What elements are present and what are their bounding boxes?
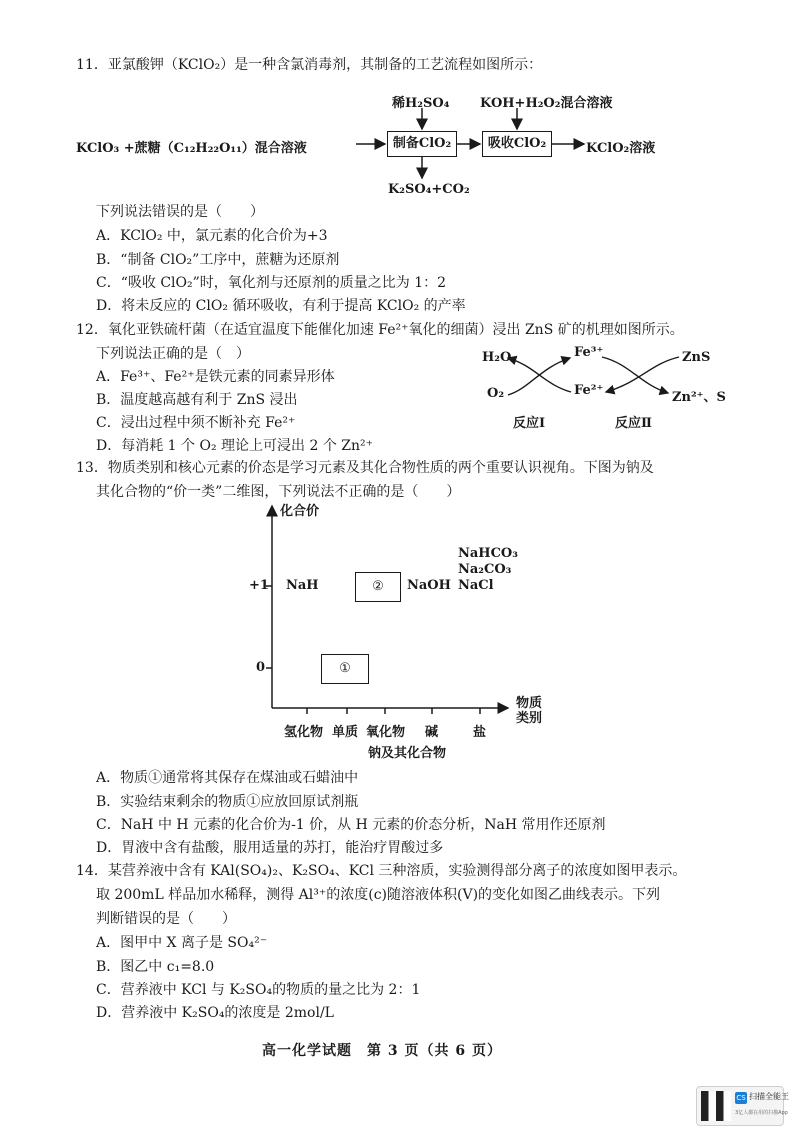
q12-option-c: C．浸出过程中须不断补充 Fe²⁺ — [96, 415, 296, 431]
q13-option-d: D．胃液中含有盐酸，服用适量的苏打，能治疗胃酸过多 — [96, 840, 444, 856]
chart-x-tick-hydride: 氢化物 — [284, 725, 324, 740]
qr-code-icon — [701, 1091, 731, 1121]
chart-x-tick-element: 单质 — [332, 725, 359, 740]
scanner-subtitle: 3亿人都在用的扫描App — [735, 1110, 788, 1116]
scanner-watermark — [696, 1086, 789, 1126]
q11-option-d: D．将未反应的 ClO₂ 循环吸收，有利于提高 KClO₂ 的产率 — [96, 298, 466, 314]
label-reaction-2: 反应Ⅱ — [615, 416, 652, 431]
q14-stem-line3: 判断错误的是（ ） — [96, 911, 236, 927]
label-h2o: H₂O — [482, 350, 512, 365]
q12-option-d: D．每消耗 1 个 O₂ 理论上可浸出 2 个 Zn²⁺ — [96, 438, 374, 454]
q14-option-d: D．营养液中 K₂SO₄的浓度是 2mol/L — [96, 1005, 334, 1021]
chart-box-1: ① — [321, 654, 369, 684]
chart-point-naoh: NaOH — [407, 578, 451, 593]
x-axis-label-line2: 类别 — [516, 711, 543, 726]
reagent-koh-h2o2: KOH+H₂O₂混合溶液 — [480, 96, 613, 111]
q11-question: 下列说法错误的是（ ） — [96, 204, 264, 220]
flow-step-absorb-clo2: 吸收ClO₂ — [482, 131, 552, 157]
q14-option-a: A．图甲中 X 离子是 SO₄²⁻ — [96, 935, 268, 951]
q14-option-b: B．图乙中 c₁=8.0 — [96, 959, 215, 975]
reagent-dilute-h2so4: 稀H₂SO₄ — [392, 96, 450, 111]
q11-option-c: C．“吸收 ClO₂”时，氧化剂与还原剂的质量之比为 1：2 — [96, 275, 447, 291]
flow-output: KClO₂溶液 — [586, 141, 656, 156]
salt-na2co3: Na₂CO₃ — [458, 562, 512, 577]
camscanner-logo-icon: CS — [736, 1094, 746, 1102]
label-o2: O₂ — [487, 386, 505, 401]
label-fe3: Fe³⁺ — [574, 345, 604, 360]
flow-byproduct: K₂SO₄+CO₂ — [388, 182, 470, 197]
label-zn-s-products: Zn²⁺、S — [672, 390, 726, 405]
page-footer: 高一化学试题 第 3 页（共 6 页） — [262, 1043, 502, 1059]
q14-stem-line2: 取 200mL 样品加水稀释，测得 Al³⁺的浓度(c)随溶液体积(V)的变化如图乙曲线表示。下列 — [96, 887, 661, 903]
chart-x-tick-oxide: 氧化物 — [366, 725, 406, 740]
chart-point-nah: NaH — [286, 578, 319, 593]
flow-step-prepare-clo2: 制备ClO₂ — [387, 131, 457, 157]
q12-option-a: A．Fe³⁺、Fe²⁺是铁元素的同素异形体 — [96, 369, 335, 385]
q14-stem-line1: 14．某营养液中含有 KAl(SO₄)₂、K₂SO₄、KCl 三种溶质，实验测得部分离子的浓度如图甲表示。 — [76, 863, 687, 879]
flow-input: KClO₃ +蔗糖（C₁₂H₂₂O₁₁）混合溶液 — [76, 141, 307, 156]
chart-x-axis-label — [516, 696, 542, 726]
q11-stem: 11．亚氯酸钾（KClO₂）是一种含氯消毒剂，其制备的工艺流程如图所示： — [76, 57, 543, 73]
q13-option-b: B．实验结束剩余的物质①应放回原试剂瓶 — [96, 794, 359, 810]
q11-option-b: B．“制备 ClO₂”工序中，蔗糖为还原剂 — [96, 252, 340, 268]
q12-question: 下列说法正确的是（ ） — [96, 346, 250, 362]
q14-option-c: C．营养液中 KCl 与 K₂SO₄的物质的量之比为 2：1 — [96, 982, 421, 998]
salt-nacl: NaCl — [458, 578, 494, 593]
q12-stem: 12．氧化亚铁硫杆菌（在适宜温度下能催化加速 Fe²⁺氧化的细菌）浸出 ZnS 矿的机理如图所示。 — [76, 322, 684, 338]
chart-x-tick-salt: 盐 — [473, 725, 487, 740]
label-reaction-1: 反应Ⅰ — [513, 416, 546, 431]
chart-point-salts — [458, 546, 518, 594]
label-zns: ZnS — [682, 350, 711, 365]
q13-option-a: A．物质①通常将其保存在煤油或石蜡油中 — [96, 770, 359, 786]
q12-option-b: B．温度越高越有利于 ZnS 浸出 — [96, 392, 298, 408]
q13-stem-line2: 其化合物的“价一类”二维图，下列说法不正确的是（ ） — [96, 484, 461, 500]
chart-box-2: ② — [355, 572, 401, 602]
x-axis-label-line1: 物质 — [516, 696, 543, 711]
q13-stem-line1: 13．物质类别和核心元素的价态是学习元素及其化合物性质的两个重要认识视角。下图为钠及 — [76, 460, 654, 476]
q11-option-a: A．KClO₂ 中，氯元素的化合价为+3 — [96, 228, 328, 244]
scanner-title: 扫描全能王 — [749, 1092, 789, 1101]
chart-caption: 钠及其化合物 — [368, 746, 447, 761]
q13-option-c: C．NaH 中 H 元素的化合价为-1 价，从 H 元素的价态分析，NaH 常用作还原剂 — [96, 817, 606, 833]
chart-y-tick-0: 0 — [256, 660, 266, 675]
chart-y-axis-label: 化合价 — [280, 504, 320, 519]
chart-x-tick-base: 碱 — [425, 725, 439, 740]
label-fe2: Fe²⁺ — [574, 383, 604, 398]
chart-y-tick-plus1: +1 — [249, 578, 269, 593]
salt-nahco3: NaHCO₃ — [458, 546, 518, 561]
